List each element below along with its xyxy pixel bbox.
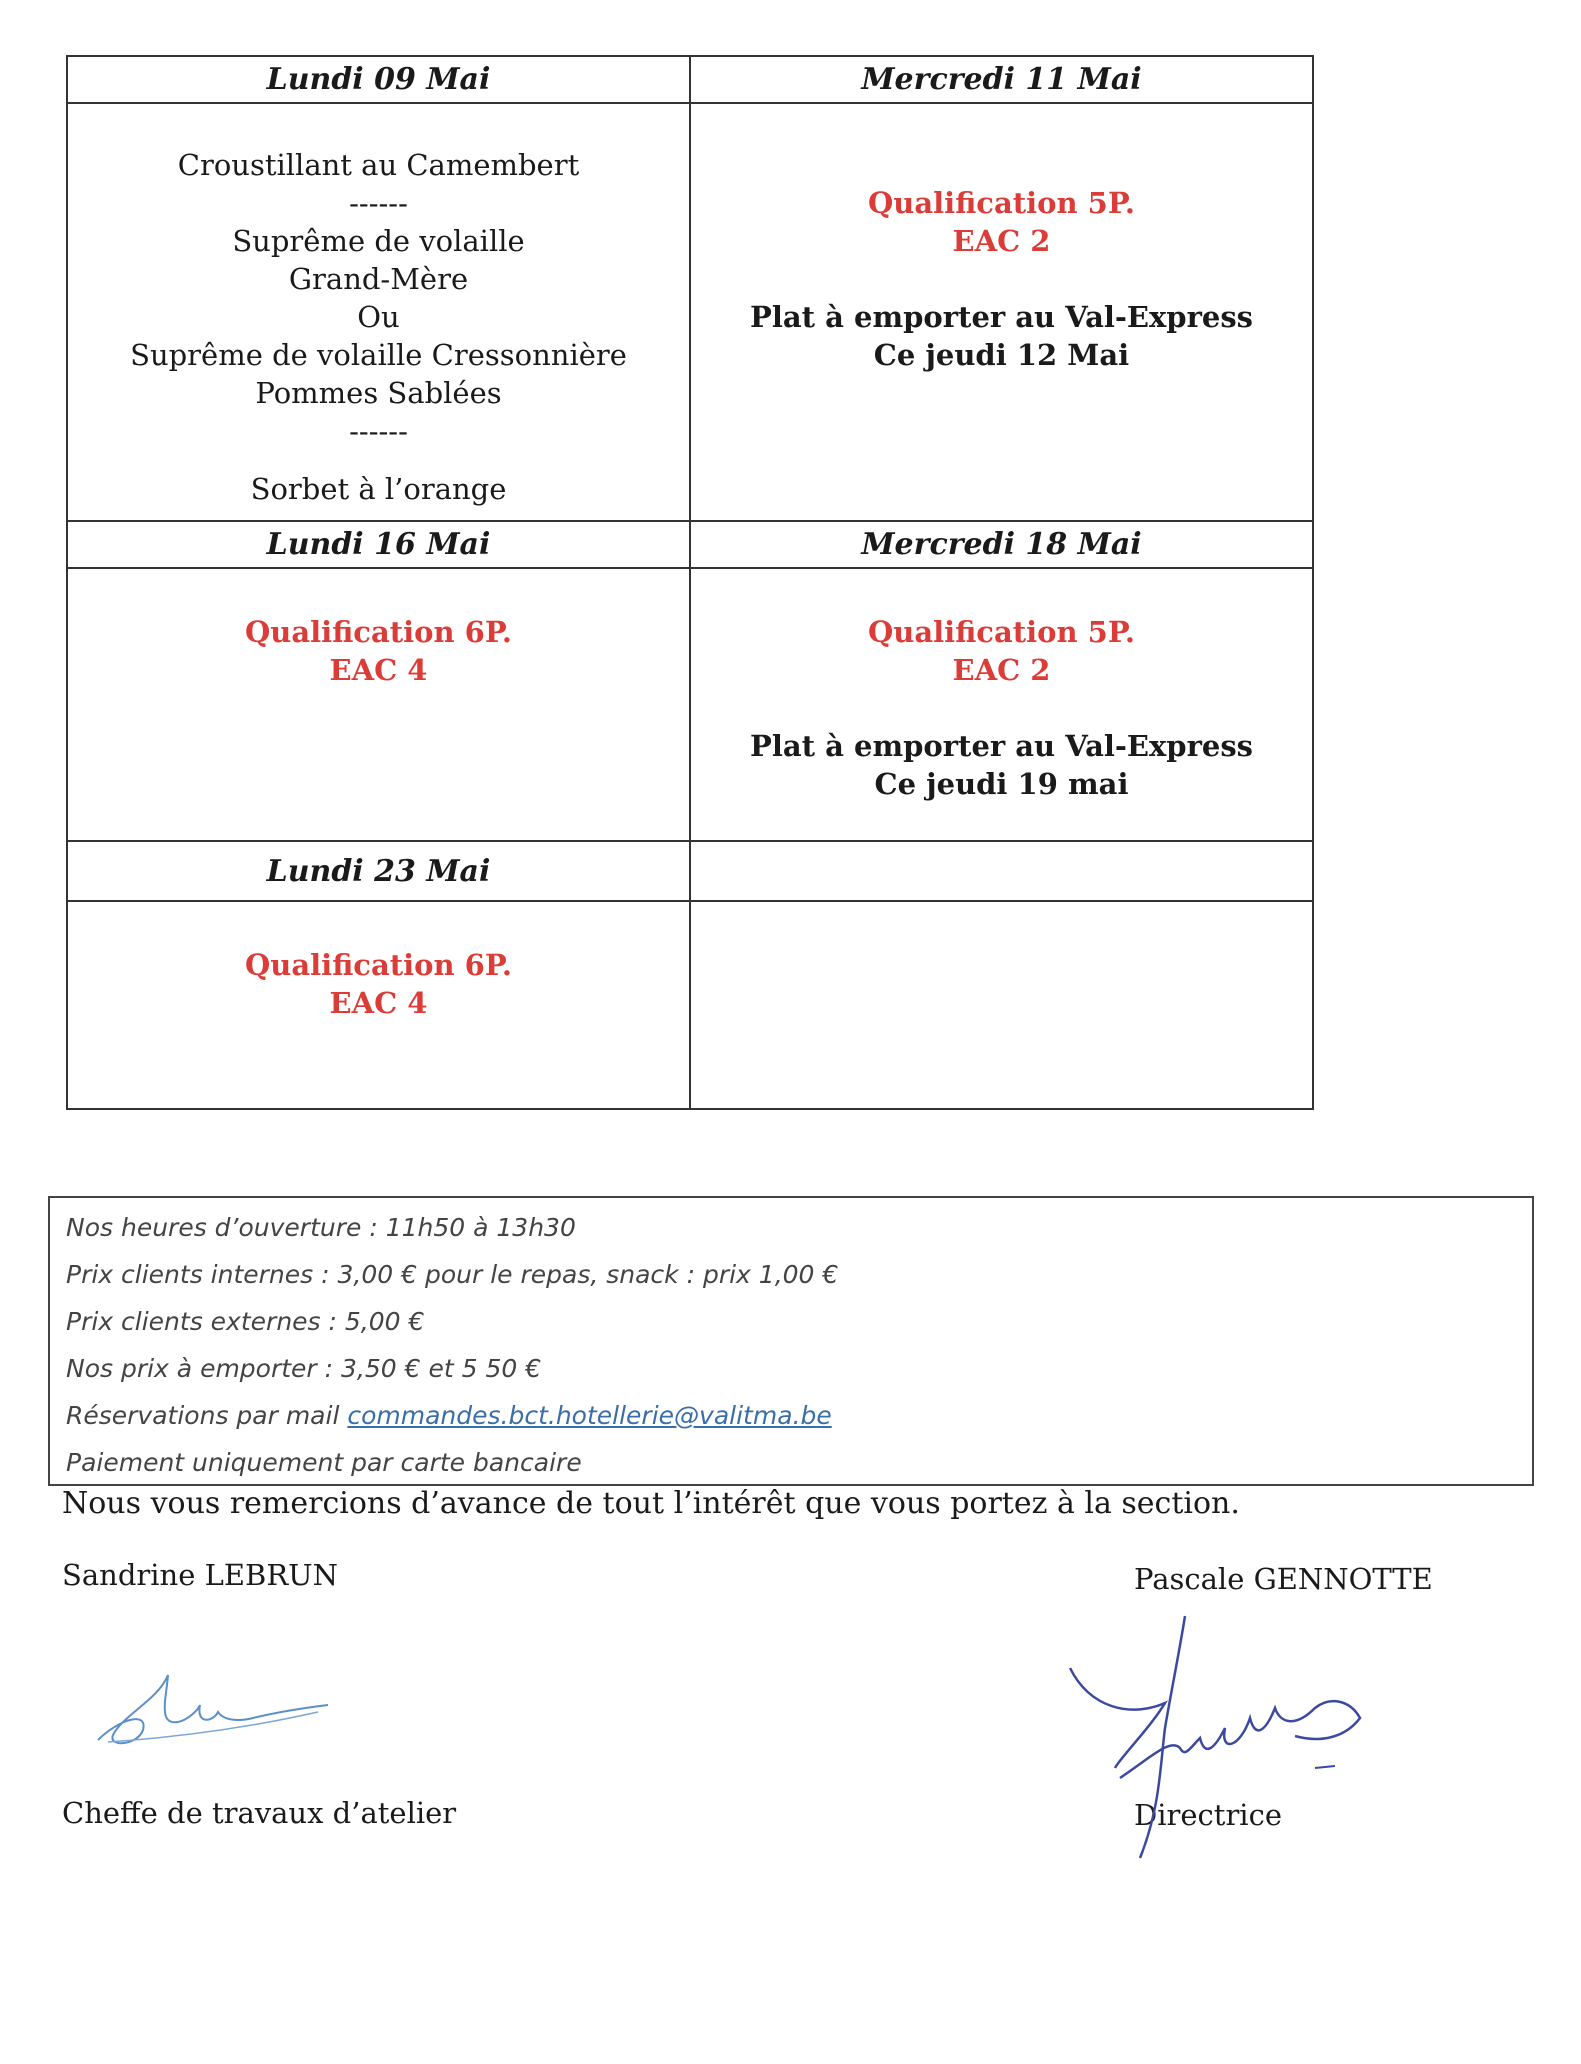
right-signature — [1060, 1608, 1380, 1868]
left-signer-title: Cheffe de travaux d’atelier — [62, 1796, 457, 1830]
weekly-menu-table — [66, 55, 1314, 1110]
takeaway-date: Ce jeudi 12 Mai — [873, 338, 1130, 372]
menu-line: Suprême de volaille Cressonnière — [130, 338, 627, 372]
reservation-email-link[interactable]: commandes.bct.hotellerie@valitma.be — [347, 1401, 832, 1430]
right-signer-title: Directrice — [1134, 1798, 1282, 1832]
menu-cell — [67, 103, 690, 521]
reservation-label: Réservations par mail — [66, 1401, 348, 1430]
empty-header — [690, 841, 1313, 901]
event-cell — [690, 568, 1313, 841]
info-box — [48, 1196, 1534, 1486]
menu-line: Pommes Sablées — [255, 376, 502, 410]
day-header: Lundi 23 Mai — [67, 841, 690, 901]
eac-label: EAC 2 — [952, 653, 1051, 687]
day-header: Lundi 09 Mai — [67, 56, 690, 103]
menu-line: Croustillant au Camembert — [177, 148, 580, 182]
takeaway-price: Nos prix à emporter : 3,50 € et 5 50 € — [66, 1354, 542, 1383]
opening-hours: Nos heures d’ouverture : 11h50 à 13h30 — [66, 1213, 576, 1242]
payment-info: Paiement uniquement par carte bancaire — [66, 1448, 582, 1477]
qualification-label: Qualification 6P. — [245, 615, 512, 649]
reservation-line — [66, 1392, 1532, 1439]
takeaway-date: Ce jeudi 19 mai — [874, 767, 1129, 801]
event-cell — [67, 568, 690, 841]
menu-line: Sorbet à l’orange — [250, 472, 507, 506]
qualification-label: Qualification 6P. — [245, 948, 512, 982]
takeaway-note: Plat à emporter au Val-Express — [750, 300, 1253, 334]
event-cell — [690, 103, 1313, 521]
external-price: Prix clients externes : 5,00 € — [66, 1307, 425, 1336]
day-header: Lundi 16 Mai — [67, 521, 690, 568]
menu-separator: ------ — [349, 414, 408, 448]
menu-line: Grand-Mère — [288, 262, 469, 296]
eac-label: EAC 4 — [329, 653, 428, 687]
qualification-label: Qualification 5P. — [868, 186, 1135, 220]
takeaway-note: Plat à emporter au Val-Express — [750, 729, 1253, 763]
empty-cell — [690, 901, 1313, 1109]
menu-separator: ------ — [349, 186, 408, 220]
event-cell — [67, 901, 690, 1109]
left-signer-name: Sandrine LEBRUN — [62, 1558, 338, 1592]
day-header: Mercredi 11 Mai — [690, 56, 1313, 103]
menu-line: Ou — [357, 300, 400, 334]
left-signature — [88, 1650, 338, 1760]
thanks-text: Nous vous remercions d’avance de tout l’intérêt que vous portez à la section. — [62, 1486, 1240, 1521]
eac-label: EAC 4 — [329, 986, 428, 1020]
menu-line: Suprême de volaille — [232, 224, 525, 258]
right-signer-name: Pascale GENNOTTE — [1134, 1562, 1433, 1596]
eac-label: EAC 2 — [952, 224, 1051, 258]
internal-price: Prix clients internes : 3,00 € pour le repas, snack : prix 1,00 € — [66, 1260, 839, 1289]
day-header: Mercredi 18 Mai — [690, 521, 1313, 568]
qualification-label: Qualification 5P. — [868, 615, 1135, 649]
